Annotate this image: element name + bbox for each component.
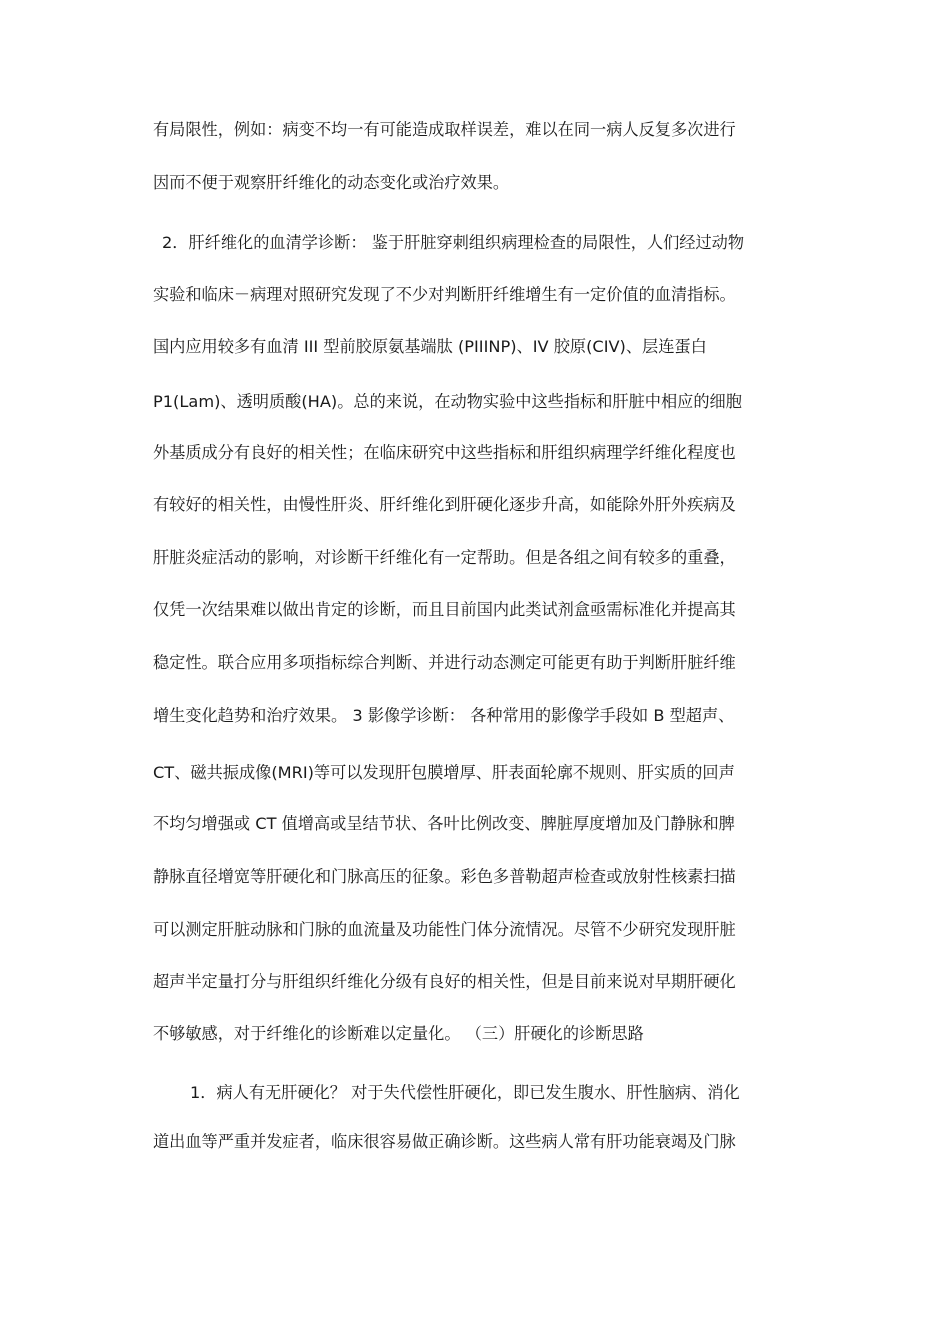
text-line-16: 可以测定肝脏动脉和门脉的血流量及功能性门体分流情况。尽管不少研究发现肝脏 bbox=[153, 920, 736, 939]
text-line-2: 因而不便于观察肝纤维化的动态变化或治疗效果。 bbox=[153, 173, 510, 192]
text-line-13: CT、磁共振成像(MRI)等可以发现肝包膜增厚、肝表面轮廓不规则、肝实质的回声 bbox=[153, 763, 735, 782]
text-line-4: 实验和临床－病理对照研究发现了不少对判断肝纤维增生有一定价值的血清指标。 bbox=[153, 285, 736, 304]
text-line-6: P1(Lam)、透明质酸(HA)。总的来说，在动物实验中这些指标和肝脏中相应的细胞 bbox=[153, 392, 742, 411]
text-line-19: 1．病人有无肝硬化？ 对于失代偿性肝硬化，即已发生腹水、肝性脑病、消化 bbox=[190, 1083, 740, 1102]
text-line-8: 有较好的相关性，由慢性肝炎、肝纤维化到肝硬化逐步升高，如能除外肝外疾病及 bbox=[153, 495, 736, 514]
text-line-5: 国内应用较多有血清 III 型前胶原氨基端肽 (PIIINP)、IV 胶原(CIV)、层连蛋白 bbox=[153, 337, 707, 356]
text-line-18: 不够敏感，对于纤维化的诊断难以定量化。 （三）肝硬化的诊断思路 bbox=[153, 1024, 644, 1043]
text-line-12: 增生变化趋势和治疗效果。 3 影像学诊断： 各种常用的影像学手段如 B 型超声、 bbox=[153, 706, 735, 725]
text-line-10: 仅凭一次结果难以做出肯定的诊断，而且目前国内此类试剂盒亟需标准化并提高其 bbox=[153, 600, 736, 619]
text-line-7: 外基质成分有良好的相关性；在临床研究中这些指标和肝组织病理学纤维化程度也 bbox=[153, 443, 736, 462]
text-line-9: 肝脏炎症活动的影响，对诊断干纤维化有一定帮助。但是各组之间有较多的重叠， bbox=[153, 548, 736, 567]
text-line-3: 2．肝纤维化的血清学诊断： 鉴于肝脏穿刺组织病理检查的局限性，人们经过动物 bbox=[162, 233, 745, 252]
text-line-11: 稳定性。联合应用多项指标综合判断、并进行动态测定可能更有助于判断肝脏纤维 bbox=[153, 653, 736, 672]
text-line-1: 有局限性，例如：病变不均一有可能造成取样误差，难以在同一病人反复多次进行 bbox=[153, 120, 736, 139]
text-line-17: 超声半定量打分与肝组织纤维化分级有良好的相关性，但是目前来说对早期肝硬化 bbox=[153, 972, 736, 991]
text-line-15: 静脉直径增宽等肝硬化和门脉高压的征象。彩色多普勒超声检查或放射性核素扫描 bbox=[153, 867, 736, 886]
text-line-20: 道出血等严重并发症者，临床很容易做正确诊断。这些病人常有肝功能衰竭及门脉 bbox=[153, 1132, 736, 1151]
text-line-14: 不均匀增强或 CT 值增高或呈结节状、各叶比例改变、脾脏厚度增加及门静脉和脾 bbox=[153, 814, 735, 833]
